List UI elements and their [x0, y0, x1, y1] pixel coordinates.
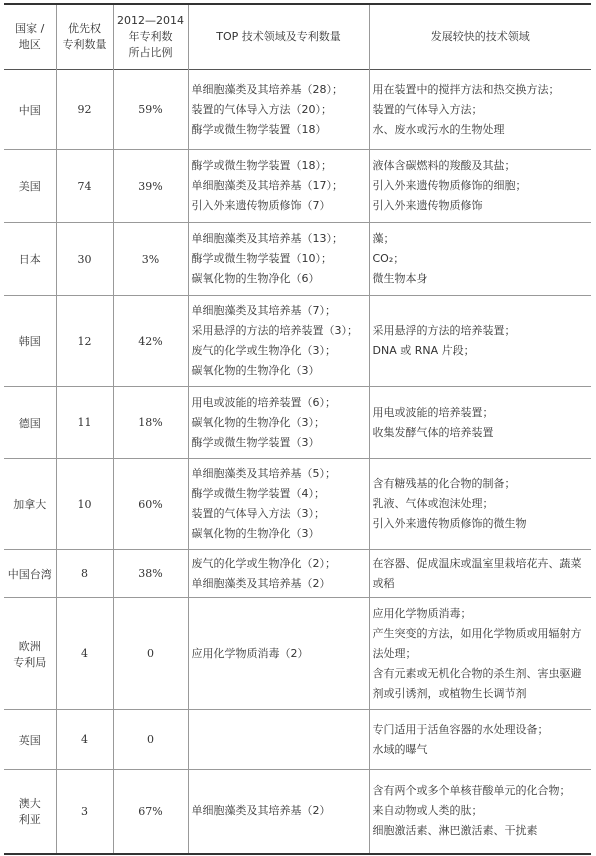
fast-fields-cell: 专门适用于活鱼容器的水处理设备； 水域的曝气	[369, 710, 591, 770]
priority-count-cell: 30	[56, 223, 113, 296]
fast-fields-cell: 藻； CO₂； 微生物本身	[369, 223, 591, 296]
country-cell: 韩国	[18, 335, 41, 348]
header-country: 国家 / 地区	[15, 22, 45, 51]
top-fields-cell: 单细胞藻类及其培养基（2）	[188, 770, 369, 854]
header-ratio: 2012—2014 年专利数 所占比例	[113, 4, 188, 70]
country-cell: 欧洲 专利局	[13, 639, 47, 669]
header-top-fields: TOP 技术领域及专利数量	[188, 4, 369, 70]
country-cell: 日本	[18, 253, 41, 266]
priority-count-cell: 12	[56, 296, 113, 387]
table-row	[4, 387, 591, 459]
top-fields-cell: 酶学或微生物学装置（18）； 单细胞藻类及其培养基（17）； 引入外来遗传物质修饰（7）	[188, 150, 369, 223]
top-fields-cell: 单细胞藻类及其培养基（7）； 采用悬浮的方法的培养装置（3）； 废气的化学或生物净化（3）； 碳氧化物的生物净化（3）	[188, 296, 369, 387]
ratio-cell: 39%	[113, 150, 188, 223]
priority-count-cell: 4	[56, 710, 113, 770]
fast-fields-cell: 用在装置中的搅拌方法和热交换方法； 装置的气体导入方法； 水、废水或污水的生物处理	[369, 70, 591, 150]
table-row	[4, 296, 591, 387]
fast-fields-cell: 应用化学物质消毒； 产生突变的方法，如用化学物质或用辐射方法处理； 含有元素或无机化合物的杀生剂、害虫驱避剂或引诱剂，或植物生长调节剂	[369, 598, 591, 710]
top-fields-cell: 单细胞藻类及其培养基（28）； 装置的气体导入方法（20）； 酶学或微生物学装置（18）	[188, 70, 369, 150]
top-fields-cell: 用电或波能的培养装置（6）； 碳氧化物的生物净化（3）； 酶学或微生物学装置（3）	[188, 387, 369, 459]
country-cell: 加拿大	[13, 498, 47, 511]
table-row	[4, 710, 591, 770]
table-header-row	[4, 4, 591, 70]
fast-fields-cell: 液体含碳燃料的羧酸及其盐； 引入外来遗传物质修饰的细胞； 引入外来遗传物质修饰	[369, 150, 591, 223]
priority-count-cell: 74	[56, 150, 113, 223]
table-row	[4, 770, 591, 854]
table-row	[4, 550, 591, 598]
priority-count-cell: 92	[56, 70, 113, 150]
ratio-cell: 0	[113, 598, 188, 710]
patent-statistics-table	[4, 3, 591, 855]
ratio-cell: 60%	[113, 459, 188, 550]
ratio-cell: 38%	[113, 550, 188, 598]
ratio-cell: 18%	[113, 387, 188, 459]
table-row	[4, 150, 591, 223]
fast-fields-cell: 含有糖残基的化合物的制备； 乳液、气体或泡沫处理； 引入外来遗传物质修饰的微生物	[369, 459, 591, 550]
country-cell: 澳大 利亚	[18, 797, 41, 827]
top-fields-cell: 应用化学物质消毒（2）	[188, 598, 369, 710]
country-cell: 德国	[18, 416, 41, 430]
top-fields-cell: 废气的化学或生物净化（2）； 单细胞藻类及其培养基（2）	[188, 550, 369, 598]
priority-count-cell: 10	[56, 459, 113, 550]
table-row	[4, 459, 591, 550]
country-cell: 美国	[18, 180, 41, 193]
ratio-cell: 67%	[113, 770, 188, 854]
ratio-cell: 42%	[113, 296, 188, 387]
top-fields-cell: 单细胞藻类及其培养基（13）； 酶学或微生物学装置（10）； 碳氧化物的生物净化（6）	[188, 223, 369, 296]
ratio-cell: 59%	[113, 70, 188, 150]
country-cell: 中国	[18, 103, 41, 117]
fast-fields-cell: 采用悬浮的方法的培养装置； DNA 或 RNA 片段；	[369, 296, 591, 387]
ratio-cell: 0	[113, 710, 188, 770]
priority-count-cell: 11	[56, 387, 113, 459]
fast-fields-cell: 用电或波能的培养装置； 收集发酵气体的培养装置	[369, 387, 591, 459]
ratio-cell: 3%	[113, 223, 188, 296]
header-priority-count: 优先权 专利数量	[56, 4, 113, 70]
fast-fields-cell: 含有两个或多个单核苷酸单元的化合物； 来自动物或人类的肽； 细胞激活素、淋巴激活素、干扰素	[369, 770, 591, 854]
table-row	[4, 223, 591, 296]
top-fields-cell	[188, 710, 369, 770]
country-cell: 英国	[18, 733, 41, 747]
top-fields-cell: 单细胞藻类及其培养基（5）； 酶学或微生物学装置（4）； 装置的气体导入方法（3）； 碳氧化物的生物净化（3）	[188, 459, 369, 550]
priority-count-cell: 4	[56, 598, 113, 710]
priority-count-cell: 8	[56, 550, 113, 598]
table-row	[4, 598, 591, 710]
fast-fields-cell: 在容器、促成温床或温室里栽培花卉、蔬菜或稻	[369, 550, 591, 598]
country-cell: 中国台湾	[7, 567, 52, 581]
header-fast-fields: 发展较快的技术领域	[369, 4, 591, 70]
priority-count-cell: 3	[56, 770, 113, 854]
table-row	[4, 70, 591, 150]
